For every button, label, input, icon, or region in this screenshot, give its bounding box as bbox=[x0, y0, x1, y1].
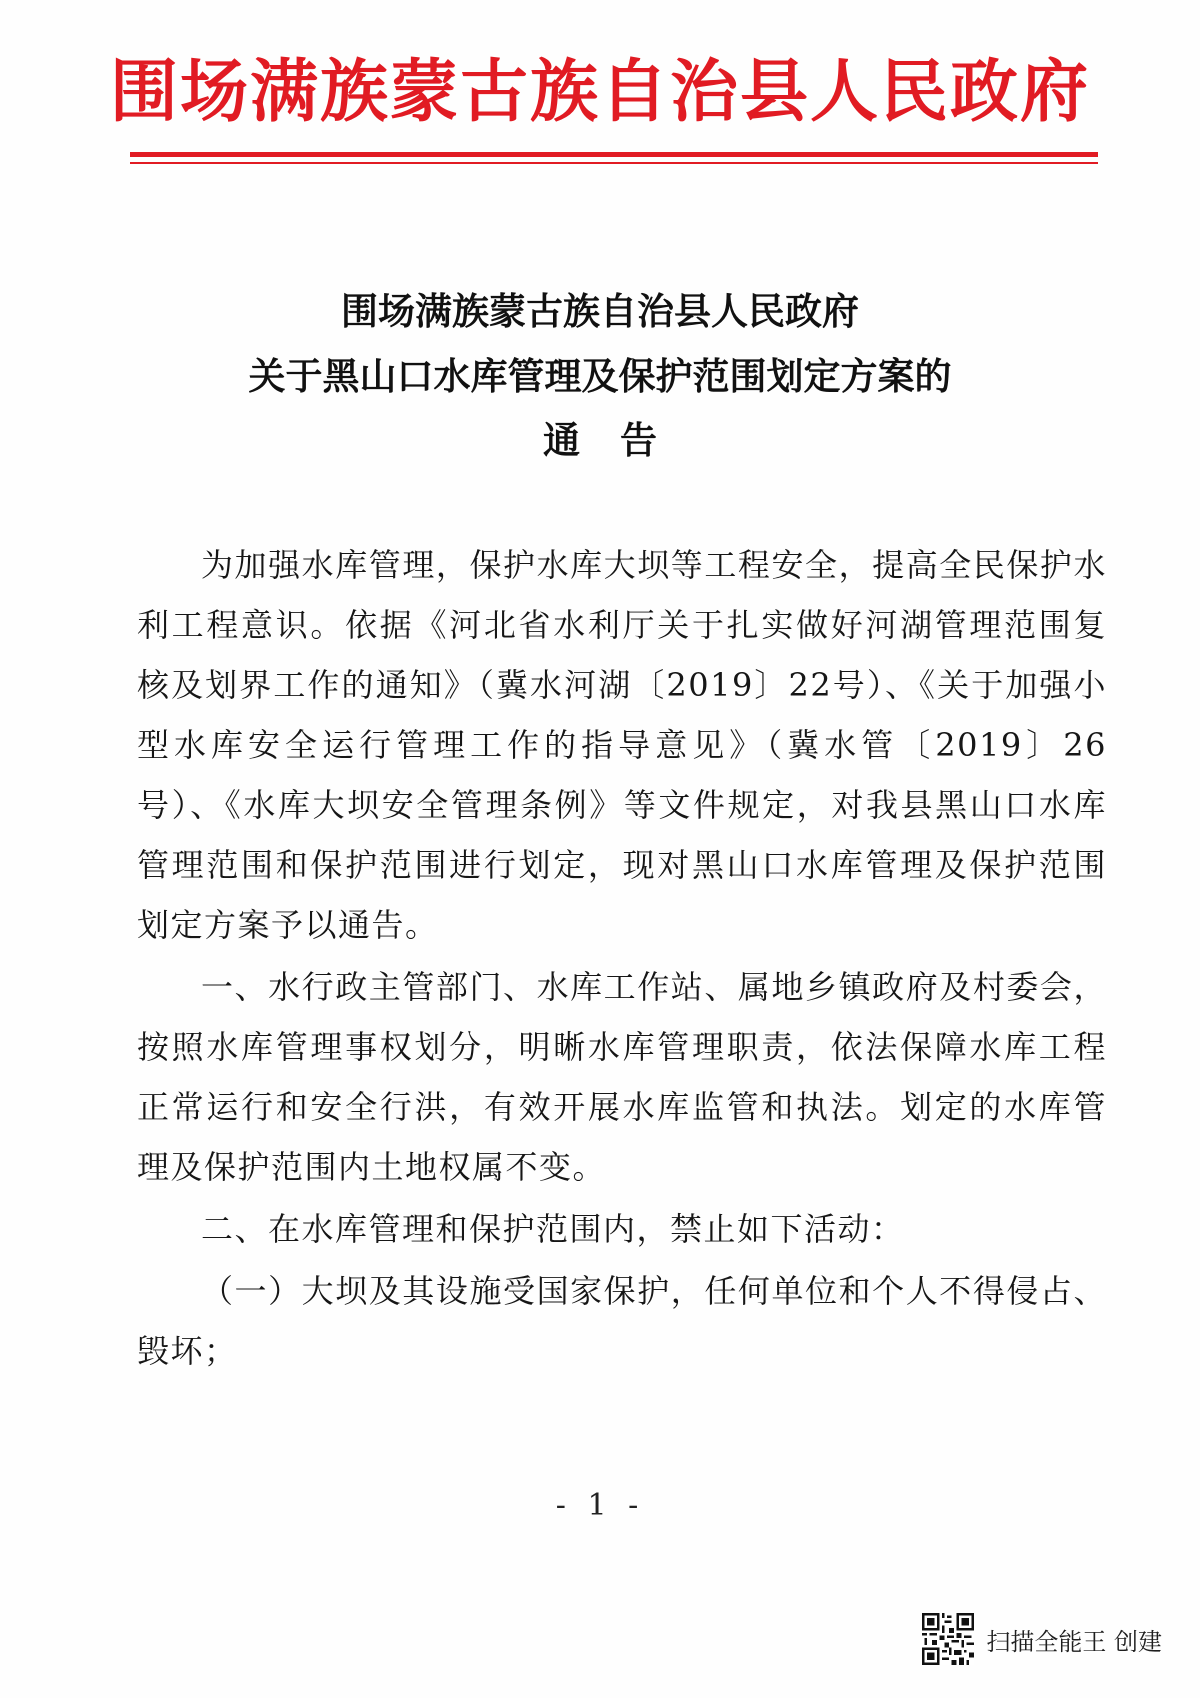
body-paragraph: 二、在水库管理和保护范围内，禁止如下活动： bbox=[201, 1210, 905, 1248]
masthead-red-rule-thin bbox=[130, 162, 1098, 164]
title-line-1: 围场满族蒙古族自治县人民政府 bbox=[341, 290, 859, 333]
scanner-watermark bbox=[922, 1612, 1162, 1666]
document-body bbox=[137, 535, 1107, 1381]
title-line-2: 关于黑山口水库管理及保护范围划定方案的 bbox=[248, 355, 952, 398]
masthead-red-rule-thick bbox=[130, 152, 1098, 157]
body-paragraph: （一）大坝及其设施受国家保护，任何单位和个人不得侵占、毁坏； bbox=[137, 1272, 1107, 1370]
page-number: - 1 - bbox=[555, 1488, 645, 1523]
title-line-3: 通告 bbox=[543, 419, 697, 462]
body-paragraph: 为加强水库管理，保护水库大坝等工程安全，提高全民保护水利工程意识。依据《河北省水利厅关于扎实做好河湖管理范围复核及划界工作的通知》（冀水河湖〔2019〕22号）、《关于加强小型水库安全运行管理工作的指导意见》（冀水管〔2019〕26号）、《水库大坝安全管理条例》等文件规定，对我县黑山口水库管理范围和保护范围进行划定，现对黑山口水库管理及保护范围划定方案予以通告。 bbox=[137, 546, 1107, 944]
body-paragraph: 一、水行政主管部门、水库工作站、属地乡镇政府及村委会，按照水库管理事权划分，明晰水库管理职责，依法保障水库工程正常运行和安全行洪，有效开展水库监管和执法。划定的水库管理及保护范围内土地权属不变。 bbox=[137, 968, 1107, 1186]
watermark-text: 扫描全能王 创建 bbox=[986, 1627, 1162, 1656]
qr-code-icon bbox=[922, 1613, 974, 1665]
issuer-masthead: 围场满族蒙古族自治县人民政府 bbox=[109, 52, 1090, 132]
